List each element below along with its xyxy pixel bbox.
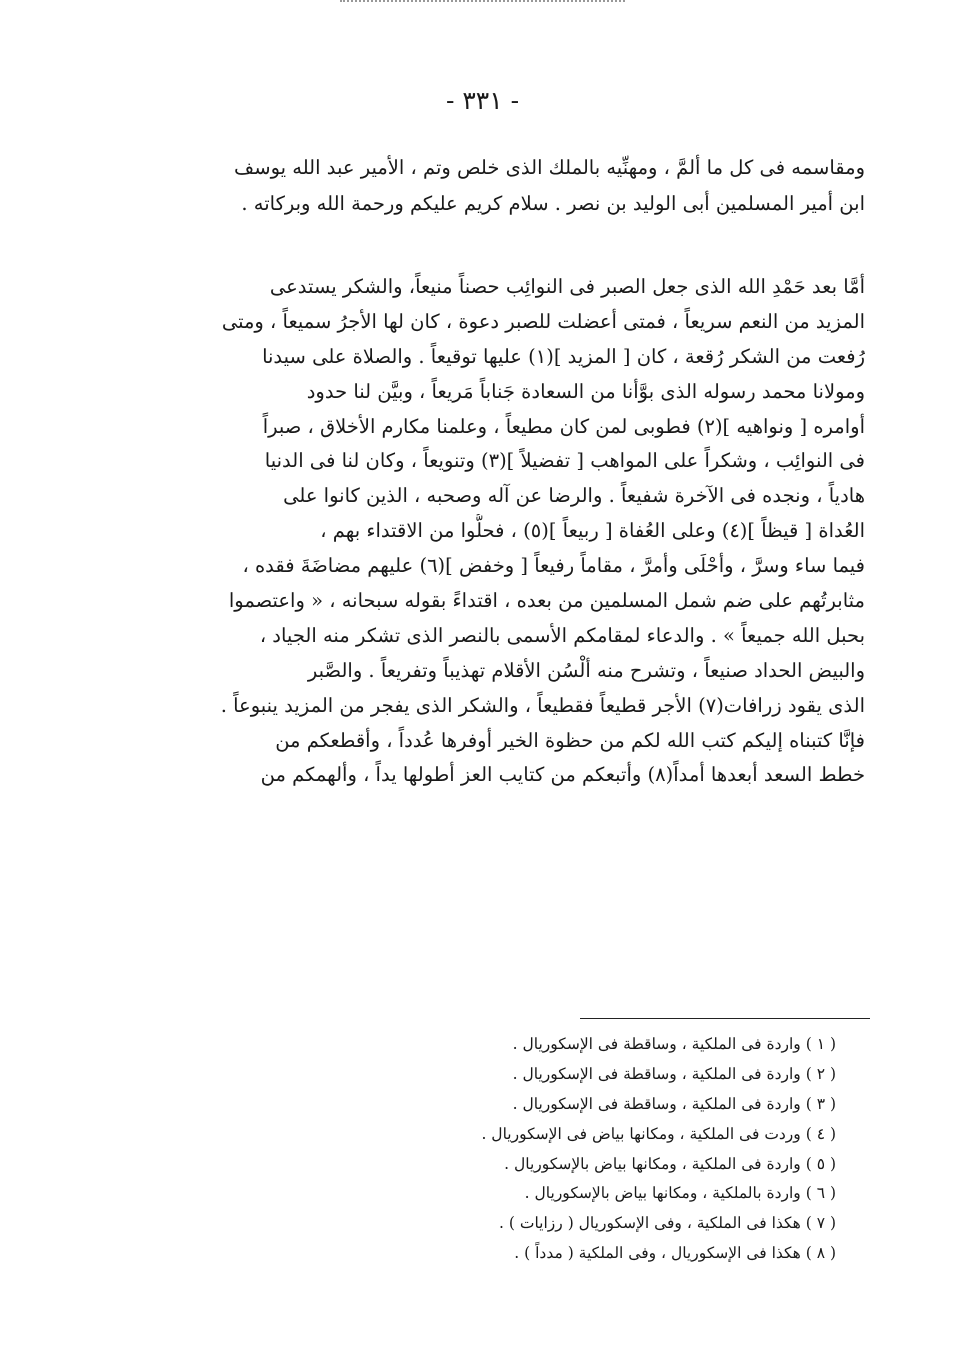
footnote: ( ٨ ) هكذا فى الإسكوريال ، وفى الملكية ( مدداً ) . — [514, 1244, 836, 1263]
top-edge-mark — [340, 0, 625, 6]
intro-paragraph — [128, 150, 865, 222]
text-line: رُفعت من الشكر رُقعة ، كان [ المزيد ](١) عليها توقيعاً . والصلاة على سيدنا — [262, 344, 865, 368]
footnote: ( ٤ ) وردت فى الملكية ، ومكانها بياض فى الإسكوريال . — [481, 1124, 836, 1143]
text-line: أوامره [ ونواهيه ](٢) فطوبى لمن كان مطيعاً ، وعلمنا مكارم الأخلاق ، صبراً — [262, 414, 865, 438]
text-line: فيما ساء وسرَّ ، وأحْلَى وأمرَّ ، مقاماً رفيعاً [ وخفض ](٦) عليهم مضاضَةَ فقده ، — [242, 554, 865, 578]
text-line: ابن أمير المسلمين أبى الوليد بن نصر . سلام كريم عليكم ورحمة الله وبركاته . — [241, 192, 865, 215]
text-line: العُداة [ قيظاً ](٤) وعلى العُفاة [ ربيعاً ](٥) ، فحلُّوا من الاقتداء بهم ، — [320, 519, 865, 543]
text-line: فى النوائِب ، وشكراً على المواهب [ تفضيلاً ](٣) وتنويعاً ، وكان لنا فى الدنيا — [264, 449, 865, 473]
footnotes-section — [420, 1030, 836, 1269]
footnote: ( ٧ ) هكذا فى الملكية ، وفى الإسكوريال ( رزايات ) . — [499, 1214, 836, 1233]
text-line: والبيض الحداد صنيعاً ، وتشرح منه ألْسُن الأقلام تهذيباً وتفريعاً . والصَّبر — [307, 658, 865, 682]
page-number: - ٣٣١ - — [445, 86, 520, 115]
footnote: ( ٢ ) واردة فى الملكية ، وساقطة فى الإسكوريال . — [512, 1064, 836, 1083]
text-line: مثابرتُهم على ضم شمل المسلمين من بعده ، اقتداءً بقوله سبحانه ، « واعتصموا — [228, 589, 865, 613]
text-line: بحبل الله جميعاً » . والدعاء لمقامكم الأسمى بالنصر الذى تشكر منه الجياد ، — [259, 623, 865, 647]
footnote: ( ٥ ) واردة فى الملكية ، ومكانها بياض بالإسكوريال . — [504, 1154, 836, 1173]
text-line: ومقاسمه فى كل ما ألمَّ ، ومهنِّيه بالملك الذى خلص وتم ، الأمير عبد الله يوسف — [234, 156, 865, 179]
body-paragraph — [128, 270, 865, 793]
text-line: الذى يقود زرافات(٧) الأجر قطيعاً فقطيعاً ، والشكر الذى يفجر من المزيد ينبوعاً . — [220, 693, 865, 717]
footnote: ( ٦ ) واردة بالملكية ، ومكانها بياض بالإسكوريال . — [524, 1184, 836, 1203]
text-line: هادياً ، ونجده فى الآخرة شفيعاً . والرضا عن آله وصحبه ، الذين كانوا على — [283, 484, 865, 508]
text-line: أمَّا بعد حَمْدِ الله الذى جعل الصبر فى النوائِب حصناً منيعاً، والشكر يستدعى — [269, 275, 865, 298]
text-line: المزيد من النعم سريعاً ، فمتى أعضلت للصبر دعوة ، كان لها الأجرُ سميعاً ، ومتى — [221, 309, 865, 333]
footnote: ( ٣ ) واردة فى الملكية ، وساقطة فى الإسكوريال . — [512, 1094, 836, 1113]
footnote-divider — [580, 1018, 870, 1019]
text-line: ومولانا محمد رسوله الذى بوَّأنا من السعادة جَناباً مَريعاً ، وبيَّن لنا حدود — [306, 379, 865, 403]
footnote: ( ١ ) واردة فى الملكية ، وساقطة فى الإسكوريال . — [512, 1035, 836, 1053]
text-line: فإنَّا كتبناه إليكم كتب الله لكم من حظوة الخير أوفرها عُدداً ، وأقطعكم من — [275, 728, 865, 752]
text-line: خطط السعد أبعدها أمداً(٨) وأتبعكم من كتايب العز أطولها يداً ، وألهمكم من — [260, 763, 865, 787]
